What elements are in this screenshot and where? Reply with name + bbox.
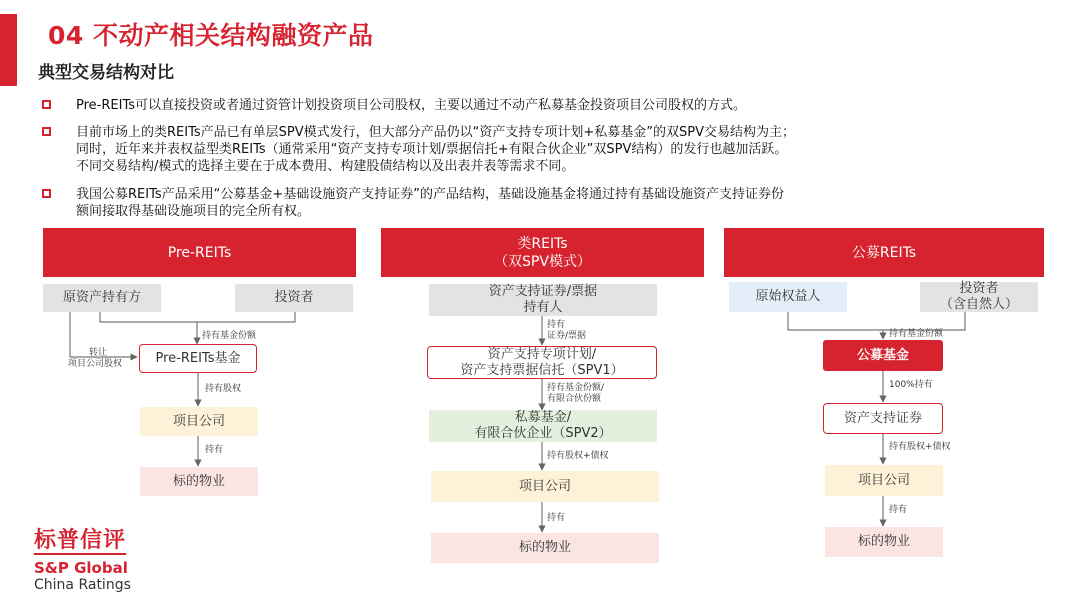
investor-box: 投资者 xyxy=(235,284,353,312)
property-box: 标的物业 xyxy=(825,527,943,557)
label-hold-fund-shares: 持有基金份额 xyxy=(202,331,257,341)
logo-divider xyxy=(34,553,126,555)
property-box: 标的物业 xyxy=(431,533,659,563)
spv1-box: 资产支持专项计划/ 资产支持票据信托（SPV1） xyxy=(427,346,657,379)
original-owner-box: 原始权益人 xyxy=(729,282,847,312)
label-hold-equity: 持有股权 xyxy=(205,384,242,394)
label-equity-debt: 持有股权+债权 xyxy=(889,442,951,452)
page-title: 04 不动产相关结构融资产品 xyxy=(48,21,374,50)
label-hold-fund-shares: 持有基金份额/ xyxy=(547,383,605,393)
property-box: 标的物业 xyxy=(140,467,258,496)
class-reits-header: 类REITs （双SPV模式） xyxy=(381,228,704,277)
bullet-1-line-1: Pre-REITs可以直接投资或者通过资管计划投资项目公司股权，主要以通过不动产私募基金投资项目公司股权的方式。 xyxy=(76,98,747,113)
label-100-percent: 100%持有 xyxy=(889,380,933,390)
page-subtitle: 典型交易结构对比 xyxy=(38,63,174,83)
logo-chinese-text: 标普信评 xyxy=(34,528,127,553)
label-transfer: 转让 xyxy=(89,348,108,358)
bullet-3-line-1: 我国公募REITs产品采用“公募基金+基础设施资产支持证券”的产品结构，基础设施基金将通过持有基础设施资产支持证券份 xyxy=(76,187,785,202)
pre-reits-header: Pre-REITs xyxy=(43,228,356,277)
investor-box: 投资者 （含自然人） xyxy=(920,282,1038,312)
label-hold: 持有 xyxy=(547,513,566,523)
spv2-box: 私募基金/ 有限合伙企业（SPV2） xyxy=(429,410,657,442)
securities-holder-box: 资产支持证券/票据 持有人 xyxy=(429,284,657,316)
bullet-2-line-3: 不同交易结构/模式的选择主要在于成本费用、构建股债结构以及出表并表等需求不同。 xyxy=(76,159,575,174)
label-hold: 持有 xyxy=(205,445,224,455)
bullet-2-line-1: 目前市场上的类REITs产品已有单层SPV模式发行，但大部分产品仍以“资产支持专项计划+私募基金”的双SPV交易结构为主； xyxy=(76,125,795,140)
bullet-2-line-2: 同时，近年来并表权益型类REITs（通常采用“资产支持专项计划/票据信托+有限合伙企业”双SPV结构）的发行也越加活跃。 xyxy=(76,142,788,157)
public-fund-box: 公募基金 xyxy=(823,340,943,371)
project-company-box: 项目公司 xyxy=(140,407,258,436)
project-company-box: 项目公司 xyxy=(825,465,943,496)
public-reits-header: 公募REITs xyxy=(724,228,1044,277)
logo-sp-global: S&P Global xyxy=(34,559,128,577)
label-securities-notes: 证券/票据 xyxy=(547,331,587,341)
label-equity-debt: 持有股权+债权 xyxy=(547,451,609,461)
label-partnership-shares: 有限合伙份额 xyxy=(547,394,602,404)
original-holder-box: 原资产持有方 xyxy=(43,284,161,312)
label-hold-1: 持有 xyxy=(547,320,566,330)
label-hold-fund-shares: 持有基金份额 xyxy=(889,329,944,339)
label-hold: 持有 xyxy=(889,505,908,515)
abs-box: 资产支持证券 xyxy=(823,403,943,434)
project-company-box: 项目公司 xyxy=(431,471,659,502)
logo-china-ratings: China Ratings xyxy=(34,577,131,593)
label-project-company-equity: 项目公司股权 xyxy=(68,359,123,369)
bullet-3-line-2: 额间接取得基础设施项目的完全所有权。 xyxy=(76,204,311,219)
pre-reits-fund-box: Pre-REITs基金 xyxy=(139,344,257,373)
